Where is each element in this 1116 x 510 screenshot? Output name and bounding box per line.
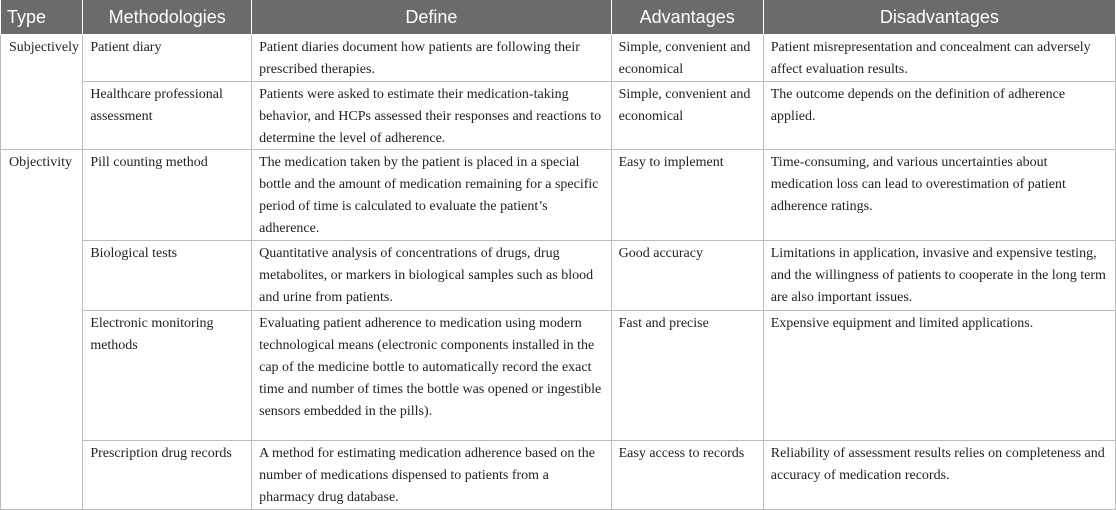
- methodology-cell: Healthcare professional assessment: [83, 82, 252, 150]
- methodology-cell: Biological tests: [83, 241, 252, 311]
- type-cell-subjectively: Subjectively: [1, 35, 83, 150]
- table-row: [1, 241, 1116, 311]
- advantages-cell: Easy access to records: [611, 441, 763, 510]
- methodology-cell: Pill counting method: [83, 150, 252, 241]
- disadvantages-cell: Time-consuming, and various uncertainties about medication loss can lead to overestimation of patient adherence ratings.: [763, 150, 1115, 241]
- methodology-cell: Patient diary: [83, 35, 252, 82]
- header-row: [1, 0, 1116, 35]
- table-row: [1, 311, 1116, 441]
- header-type: Type: [1, 0, 83, 35]
- advantages-cell: Simple, convenient and economical: [611, 82, 763, 150]
- define-cell: The medication taken by the patient is placed in a special bottle and the amount of medication remaining for a specific period of time is calculated to evaluate the patient’s adherence.: [252, 150, 612, 241]
- table-row: [1, 82, 1116, 150]
- define-cell: Evaluating patient adherence to medication using modern technological means (electronic components installed in the cap of the medicine bottle to automatically record the exact time and number of times the bottle was opened or ingestible sensors embedded in the pills).: [252, 311, 612, 441]
- header-define: Define: [252, 0, 612, 35]
- header-methodologies: Methodologies: [83, 0, 252, 35]
- disadvantages-cell: Patient misrepresentation and concealment can adversely affect evaluation results.: [763, 35, 1115, 82]
- table-header: [1, 0, 1116, 35]
- methodology-cell: Electronic monitoring methods: [83, 311, 252, 441]
- disadvantages-cell: Limitations in application, invasive and expensive testing, and the willingness of patients to cooperate in the long term are also important issues.: [763, 241, 1115, 311]
- type-cell-objectivity: Objectivity: [1, 150, 83, 510]
- advantages-cell: Easy to implement: [611, 150, 763, 241]
- table-row: [1, 35, 1116, 82]
- define-cell: Patients were asked to estimate their medication-taking behavior, and HCPs assessed their responses and reactions to determine the level of adherence.: [252, 82, 612, 150]
- define-cell: Quantitative analysis of concentrations of drugs, drug metabolites, or markers in biological samples such as blood and urine from patients.: [252, 241, 612, 311]
- table-body: [1, 35, 1116, 510]
- table-row: [1, 150, 1116, 241]
- header-disadvantages: Disadvantages: [763, 0, 1115, 35]
- advantages-cell: Good accuracy: [611, 241, 763, 311]
- header-advantages: Advantages: [611, 0, 763, 35]
- disadvantages-cell: The outcome depends on the definition of adherence applied.: [763, 82, 1115, 150]
- advantages-cell: Simple, convenient and economical: [611, 35, 763, 82]
- disadvantages-cell: Expensive equipment and limited applications.: [763, 311, 1115, 441]
- advantages-cell: Fast and precise: [611, 311, 763, 441]
- table-row: [1, 441, 1116, 510]
- define-cell: A method for estimating medication adherence based on the number of medications dispensed to patients from a pharmacy drug database.: [252, 441, 612, 510]
- define-cell: Patient diaries document how patients are following their prescribed therapies.: [252, 35, 612, 82]
- methodology-cell: Prescription drug records: [83, 441, 252, 510]
- disadvantages-cell: Reliability of assessment results relies on completeness and accuracy of medication records.: [763, 441, 1115, 510]
